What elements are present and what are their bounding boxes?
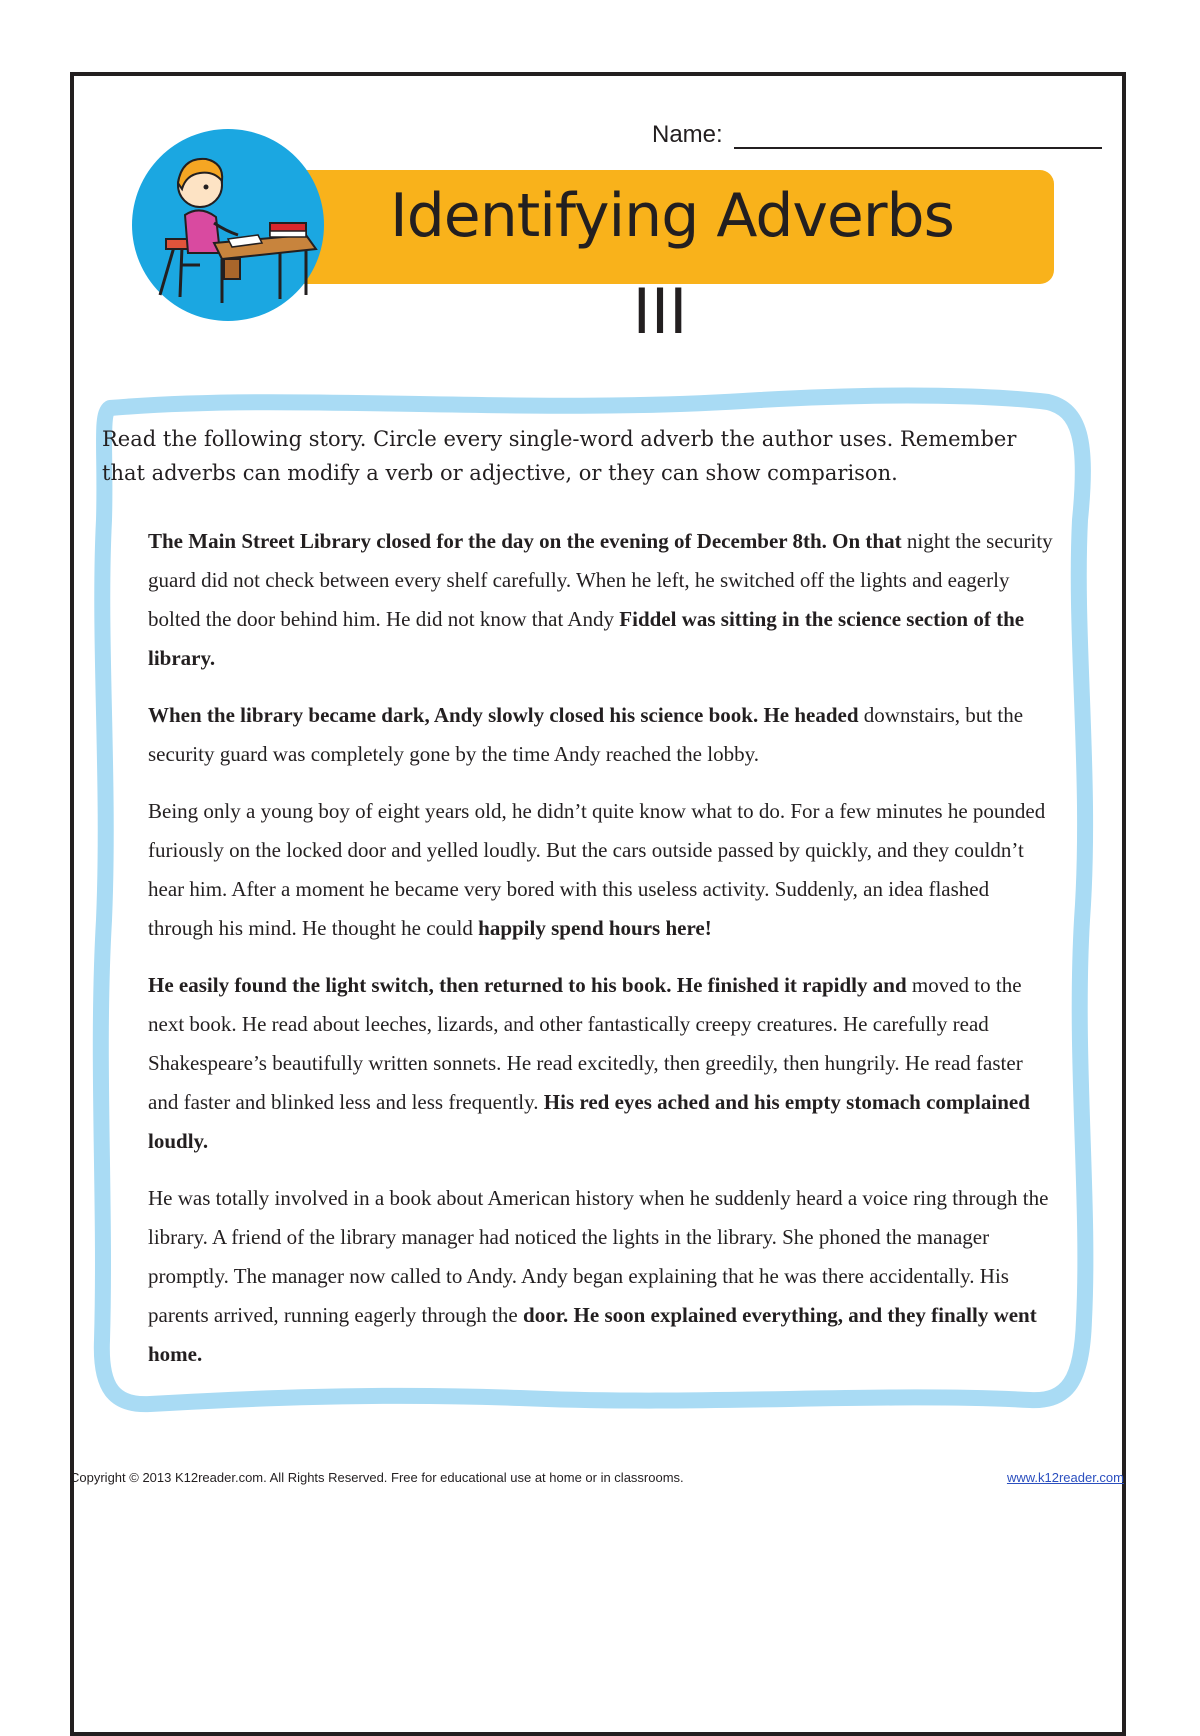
story-text: moved to the next book. He read about leeches, lizards, and other fantastically creepy creatures. He carefully read Shakespeare’s beautifully written sonnets. He read excitedly, then greedily, then hungrily. He read faster and faster and blinked less and less frequently. (148, 973, 1023, 1114)
story-text: The Main Street Library closed for the day on the evening of December 8th. On that (148, 529, 902, 553)
story-text: happily spend hours here! (472, 916, 712, 940)
story-text: He easily found the light switch, then returned to his book. He finished it rapidly and (148, 973, 907, 997)
name-field[interactable] (652, 120, 1104, 154)
story-text: Fiddel was sitting in the science section of the library. (148, 607, 1025, 670)
student-at-desk-icon (130, 127, 326, 323)
story-paragraph-5 (148, 1179, 1058, 1374)
story-text: His red eyes ached and his empty stomach complained loudly. (148, 1090, 1030, 1153)
story-text: When the library became dark, Andy slowly closed his science book. He headed (148, 703, 859, 727)
story-text: downstairs, but the security guard was completely gone by the time Andy reached the lobby. (148, 703, 1024, 766)
story-text: night the security guard did not check between every shelf carefully. When he left, he switched off the lights and eagerly bolted the door behind him. He did not know that Andy (148, 529, 1053, 631)
instructions: Read the following story. Circle every single-word adverb the author uses. Remember that adverbs can modify a verb or adjective, or they can show comparison. (102, 427, 1017, 485)
copyright-text: Copyright © 2013 K12reader.com. All Rights Reserved. Free for educational use at home or in classrooms. (70, 1470, 684, 1485)
story-paragraph-2 (148, 696, 1058, 774)
name-label: Name: (652, 121, 723, 148)
story-text: door. He soon explained everything, and they finally went home. (148, 1303, 1037, 1366)
website-link[interactable]: www.k12reader.com (1006, 1470, 1124, 1485)
story (148, 522, 1058, 1392)
name-underline[interactable] (734, 147, 1102, 149)
story-text: Being only a young boy of eight years old, he didn’t quite know what to do. For a few minutes he pounded furiously on the locked door and yelled loudly. But the cars outside passed by quickly, and they couldn’t hear him. After a moment he became very bored with this useless activity. Suddenly, an idea flashed through his mind. He thought he could (148, 799, 1046, 940)
story-paragraph-3 (148, 792, 1058, 948)
page-title: Identifying Adverbs (390, 181, 954, 251)
story-text: He was totally involved in a book about American history when he suddenly heard a voice ring through the library. A friend of the library manager had noticed the lights in the library. She phoned the manager promptly. The manager now called to Andy. Andy began explaining that he was there accidentally. His parents arrived, running eagerly through the (148, 1186, 1049, 1327)
story-paragraph-4 (148, 966, 1058, 1161)
story-paragraph-1 (148, 522, 1058, 678)
page-subtitle: III (632, 275, 688, 348)
